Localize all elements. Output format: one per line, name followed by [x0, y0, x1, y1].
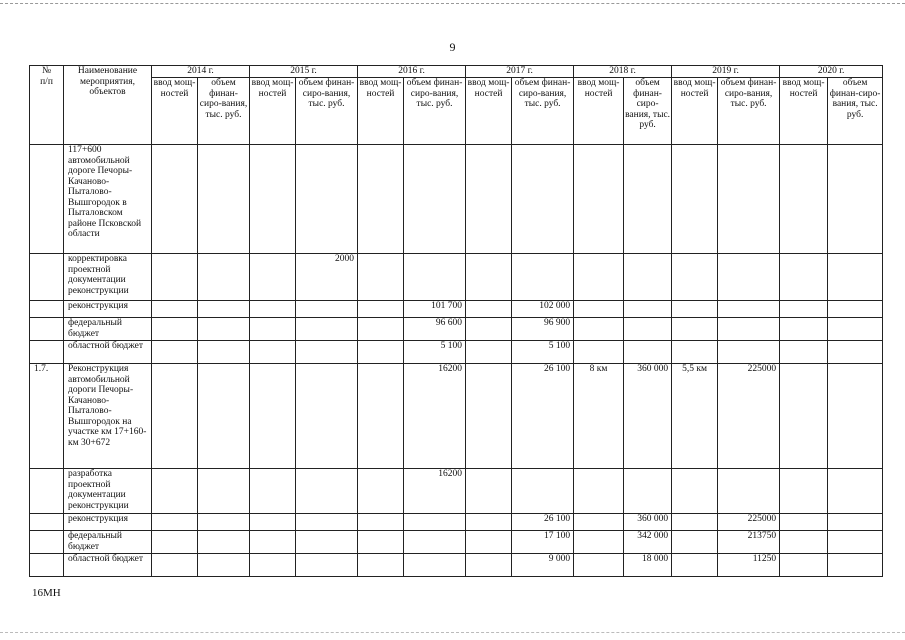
financing-cell — [718, 341, 780, 364]
financing-cell — [828, 554, 883, 577]
power-cell — [358, 318, 404, 341]
row-name: федеральный бюджет — [64, 531, 152, 554]
power-cell — [574, 318, 624, 341]
financing-cell — [296, 145, 358, 254]
header-year-0: 2014 г. — [152, 66, 250, 78]
power-cell — [780, 318, 828, 341]
row-name: федеральный бюджет — [64, 318, 152, 341]
header-financing-5: объем финан-сиро-вания, тыс. руб. — [718, 78, 780, 145]
financing-cell — [198, 341, 250, 364]
header-year-4: 2018 г. — [574, 66, 672, 78]
row-name: реконструкция — [64, 301, 152, 318]
row-name: Реконструкция автомобильной дороги Печоры-Качаново-Пыталово-Вышгородок на участке км 17+160-км 30+672 — [64, 364, 152, 469]
header-year-5: 2019 г. — [672, 66, 780, 78]
header-power-4: ввод мощ-ностей — [574, 78, 624, 145]
financing-cell: 26 100 — [512, 364, 574, 469]
financing-cell: 16200 — [404, 469, 466, 514]
header-name: Наименование мероприятия, объектов — [64, 66, 152, 145]
financing-cell — [624, 301, 672, 318]
header-financing-4: объем финан-сиро-вания, тыс. руб. — [624, 78, 672, 145]
header-power-6: ввод мощ-ностей — [780, 78, 828, 145]
power-cell — [152, 514, 198, 531]
row-name: областной бюджет — [64, 554, 152, 577]
financing-cell — [198, 145, 250, 254]
financing-cell: 342 000 — [624, 531, 672, 554]
table-row — [30, 318, 883, 341]
power-cell — [574, 254, 624, 301]
financing-cell — [828, 318, 883, 341]
financing-cell — [404, 514, 466, 531]
power-cell — [358, 531, 404, 554]
financing-cell: 16200 — [404, 364, 466, 469]
row-number — [30, 341, 64, 364]
row-number — [30, 145, 64, 254]
power-cell — [672, 554, 718, 577]
header-financing-6: объем финан-сиро-вания, тыс. руб. — [828, 78, 883, 145]
power-cell — [672, 469, 718, 514]
power-cell — [574, 301, 624, 318]
row-number — [30, 554, 64, 577]
financing-cell: 9 000 — [512, 554, 574, 577]
power-cell — [466, 554, 512, 577]
financing-cell — [718, 469, 780, 514]
power-cell — [152, 318, 198, 341]
header-power-2: ввод мощ-ностей — [358, 78, 404, 145]
financing-cell — [198, 469, 250, 514]
power-cell — [780, 554, 828, 577]
financing-cell — [718, 145, 780, 254]
table-row — [30, 554, 883, 577]
row-number — [30, 318, 64, 341]
power-cell — [672, 301, 718, 318]
power-cell — [152, 145, 198, 254]
financing-cell: 360 000 — [624, 364, 672, 469]
table-row — [30, 254, 883, 301]
financing-cell: 26 100 — [512, 514, 574, 531]
financing-cell: 96 900 — [512, 318, 574, 341]
financing-cell — [198, 531, 250, 554]
header-financing-0: объем финан-сиро-вания, тыс. руб. — [198, 78, 250, 145]
power-cell — [358, 254, 404, 301]
table-row — [30, 469, 883, 514]
financing-cell — [624, 254, 672, 301]
row-number — [30, 531, 64, 554]
financing-cell — [198, 364, 250, 469]
row-number — [30, 514, 64, 531]
power-cell — [358, 341, 404, 364]
financing-cell — [512, 469, 574, 514]
power-cell: 5,5 км — [672, 364, 718, 469]
power-cell — [466, 364, 512, 469]
financing-cell — [296, 469, 358, 514]
table-row — [30, 145, 883, 254]
financing-cell: 225000 — [718, 514, 780, 531]
financing-cell — [718, 254, 780, 301]
financing-cell: 102 000 — [512, 301, 574, 318]
header-financing-2: объем финан-сиро-вания, тыс. руб. — [404, 78, 466, 145]
header-financing-1: объем финан-сиро-вания, тыс. руб. — [296, 78, 358, 145]
power-cell — [672, 318, 718, 341]
power-cell — [250, 554, 296, 577]
top-edge-line — [0, 3, 905, 4]
header-year-6: 2020 г. — [780, 66, 883, 78]
power-cell — [466, 469, 512, 514]
row-name: областной бюджет — [64, 341, 152, 364]
table-row — [30, 531, 883, 554]
financing-cell: 17 100 — [512, 531, 574, 554]
financing-cell — [624, 318, 672, 341]
header-year-2: 2016 г. — [358, 66, 466, 78]
power-cell — [672, 514, 718, 531]
financing-cell: 11250 — [718, 554, 780, 577]
power-cell — [672, 254, 718, 301]
power-cell — [672, 145, 718, 254]
power-cell — [466, 145, 512, 254]
header-power-1: ввод мощ-ностей — [250, 78, 296, 145]
header-year-1: 2015 г. — [250, 66, 358, 78]
financing-cell — [198, 254, 250, 301]
power-cell — [250, 318, 296, 341]
power-cell — [250, 364, 296, 469]
power-cell — [574, 469, 624, 514]
financing-cell: 225000 — [718, 364, 780, 469]
financing-cell — [828, 514, 883, 531]
power-cell — [780, 341, 828, 364]
header-power-0: ввод мощ-ностей — [152, 78, 198, 145]
header-number: № п/п — [30, 66, 64, 145]
financing-cell: 213750 — [718, 531, 780, 554]
financing-cell — [404, 254, 466, 301]
power-cell — [574, 531, 624, 554]
financing-cell: 5 100 — [404, 341, 466, 364]
financing-cell — [828, 254, 883, 301]
table-row — [30, 514, 883, 531]
financing-cell — [296, 531, 358, 554]
row-number: 1.7. — [30, 364, 64, 469]
power-cell — [250, 145, 296, 254]
power-cell — [466, 531, 512, 554]
power-cell — [780, 514, 828, 531]
power-cell — [152, 341, 198, 364]
financing-cell — [404, 554, 466, 577]
power-cell — [672, 531, 718, 554]
power-cell — [466, 514, 512, 531]
financing-cell — [296, 301, 358, 318]
page-number: 9 — [449, 40, 456, 54]
power-cell — [152, 364, 198, 469]
row-number — [30, 469, 64, 514]
power-cell — [780, 364, 828, 469]
row-name: разработка проектной документации реконструкции — [64, 469, 152, 514]
power-cell — [358, 554, 404, 577]
power-cell — [250, 531, 296, 554]
financing-cell — [828, 531, 883, 554]
financing-cell — [624, 341, 672, 364]
financing-cell — [404, 145, 466, 254]
power-cell — [466, 301, 512, 318]
power-cell — [250, 341, 296, 364]
power-cell — [780, 469, 828, 514]
financing-cell — [404, 531, 466, 554]
bottom-edge-line — [0, 632, 905, 633]
financing-cell: 18 000 — [624, 554, 672, 577]
table-row — [30, 341, 883, 364]
row-number — [30, 301, 64, 318]
financing-cell — [296, 341, 358, 364]
power-cell: 8 км — [574, 364, 624, 469]
header-year-3: 2017 г. — [466, 66, 574, 78]
power-cell — [152, 554, 198, 577]
power-cell — [574, 145, 624, 254]
power-cell — [780, 254, 828, 301]
power-cell — [466, 341, 512, 364]
financing-cell: 2000 — [296, 254, 358, 301]
financing-cell — [828, 364, 883, 469]
financing-cell: 96 600 — [404, 318, 466, 341]
financing-cell — [198, 301, 250, 318]
power-cell — [574, 341, 624, 364]
financing-cell: 5 100 — [512, 341, 574, 364]
power-cell — [250, 254, 296, 301]
row-name: корректировка проектной документации реконструкции — [64, 254, 152, 301]
program-table — [29, 65, 883, 577]
power-cell — [358, 145, 404, 254]
financing-cell — [624, 469, 672, 514]
financing-cell — [296, 514, 358, 531]
power-cell — [672, 341, 718, 364]
financing-cell — [512, 145, 574, 254]
financing-cell — [718, 318, 780, 341]
power-cell — [152, 301, 198, 318]
financing-cell — [198, 554, 250, 577]
financing-cell: 101 700 — [404, 301, 466, 318]
row-name: 117+600 автомобильной дороге Печоры-Качаново-Пыталово-Вышгородок в Пыталовском районе Псковской области — [64, 145, 152, 254]
financing-cell — [828, 469, 883, 514]
power-cell — [358, 514, 404, 531]
financing-cell — [296, 364, 358, 469]
footer-code: 16МН — [32, 587, 61, 599]
financing-cell — [718, 301, 780, 318]
financing-cell — [198, 318, 250, 341]
power-cell — [574, 514, 624, 531]
power-cell — [152, 531, 198, 554]
financing-cell — [296, 318, 358, 341]
financing-cell — [828, 341, 883, 364]
power-cell — [250, 514, 296, 531]
header-financing-3: объем финан-сиро-вания, тыс. руб. — [512, 78, 574, 145]
financing-cell — [512, 254, 574, 301]
header-power-3: ввод мощ-ностей — [466, 78, 512, 145]
table-row — [30, 364, 883, 469]
power-cell — [358, 469, 404, 514]
power-cell — [358, 301, 404, 318]
power-cell — [466, 318, 512, 341]
row-name: реконструкция — [64, 514, 152, 531]
financing-cell — [828, 145, 883, 254]
power-cell — [152, 469, 198, 514]
row-number — [30, 254, 64, 301]
power-cell — [250, 301, 296, 318]
header-power-5: ввод мощ-ностей — [672, 78, 718, 145]
power-cell — [780, 301, 828, 318]
power-cell — [250, 469, 296, 514]
power-cell — [152, 254, 198, 301]
power-cell — [466, 254, 512, 301]
financing-cell — [296, 554, 358, 577]
financing-cell — [624, 145, 672, 254]
financing-cell — [198, 514, 250, 531]
table-row — [30, 301, 883, 318]
power-cell — [574, 554, 624, 577]
power-cell — [780, 145, 828, 254]
power-cell — [780, 531, 828, 554]
financing-cell — [828, 301, 883, 318]
financing-cell: 360 000 — [624, 514, 672, 531]
power-cell — [358, 364, 404, 469]
